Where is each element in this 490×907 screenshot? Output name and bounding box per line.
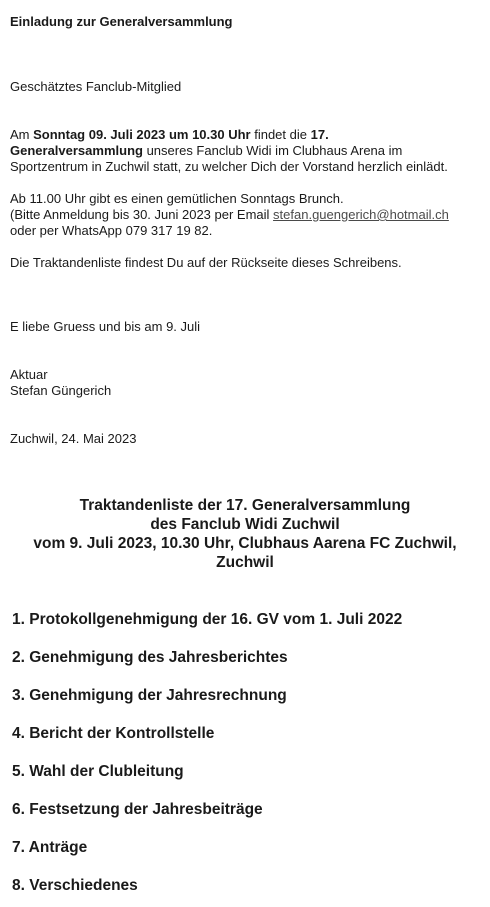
registration-text: (Bitte Anmeldung bis 30. Juni 2023 per Email xyxy=(10,207,274,222)
agenda-item: 4. Bericht der Kontrollstelle xyxy=(12,725,215,742)
signer-name: Stefan Güngerich xyxy=(10,383,112,398)
invitation-line-3: Sportzentrum in Zuchwil statt, zu welcher Dich der Vorstand herzlich einlädt. xyxy=(10,159,448,174)
registration-line xyxy=(10,207,449,223)
closing-greeting: E liebe Gruess und bis am 9. Juli xyxy=(10,319,201,334)
agenda-item: 6. Festsetzung der Jahresbeiträge xyxy=(12,801,263,818)
agenda-item: 5. Wahl der Clubleitung xyxy=(12,763,184,780)
salutation: Geschätztes Fanclub-Mitglied xyxy=(10,79,182,94)
letter-heading: Einladung zur Generalversammlung xyxy=(10,14,233,29)
agenda-item: 3. Genehmigung der Jahresrechnung xyxy=(12,687,287,704)
gv-highlight: Generalversammlung xyxy=(10,143,143,158)
agenda-title-line: Traktandenliste der 17. Generalversammlung xyxy=(79,497,411,514)
signer-role: Aktuar xyxy=(10,367,48,382)
place-date: Zuchwil, 24. Mai 2023 xyxy=(10,431,137,446)
date-time-highlight: Sonntag 09. Juli 2023 um 10.30 Uhr xyxy=(33,127,251,142)
text-segment: Am xyxy=(10,127,34,142)
agenda-reference: Die Traktandenliste findest Du auf der Rückseite dieses Schreibens. xyxy=(10,255,402,270)
agenda-title-line: des Fanclub Widi Zuchwil xyxy=(150,516,340,533)
agenda-item: 8. Verschiedenes xyxy=(12,877,138,894)
invitation-line-1 xyxy=(10,127,329,143)
agenda-title-line: Zuchwil xyxy=(216,554,274,571)
whatsapp-line: oder per WhatsApp 079 317 19 82. xyxy=(10,223,213,238)
brunch-line: Ab 11.00 Uhr gibt es einen gemütlichen Sonntags Brunch. xyxy=(10,191,344,206)
invitation-line-2 xyxy=(10,143,402,159)
text-segment: unseres Fanclub Widi im Clubhaus Arena im xyxy=(142,143,403,158)
text-segment: findet die xyxy=(250,127,311,142)
agenda-item: 7. Anträge xyxy=(12,839,88,856)
agenda-item: 1. Protokollgenehmigung der 16. GV vom 1. Juli 2022 xyxy=(12,611,403,628)
agenda-title-line: vom 9. Juli 2023, 10.30 Uhr, Clubhaus Aarena FC Zuchwil, xyxy=(33,535,457,552)
email-link[interactable]: stefan.guengerich@hotmail.ch xyxy=(273,207,449,222)
gv-number-highlight: 17. xyxy=(310,127,329,142)
agenda-item: 2. Genehmigung des Jahresberichtes xyxy=(12,649,288,666)
